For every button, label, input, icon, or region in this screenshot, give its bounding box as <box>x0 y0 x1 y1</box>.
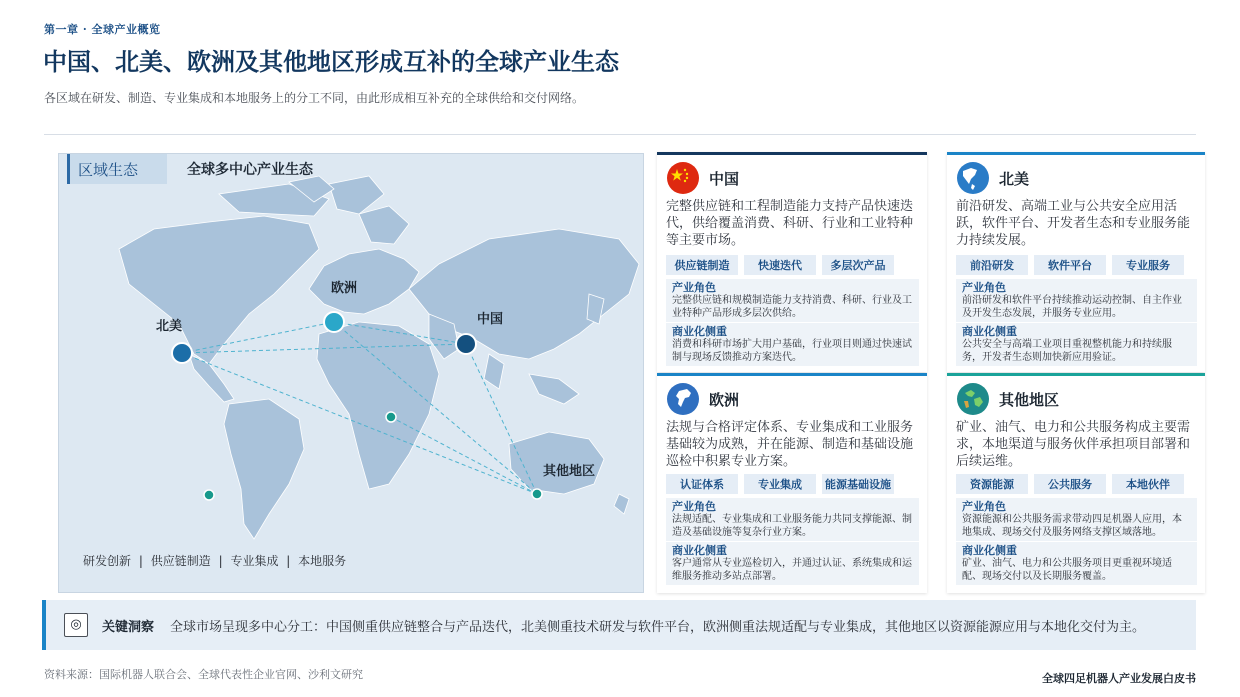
insight-label: 关键洞察 <box>102 620 155 635</box>
world-map <box>59 154 645 594</box>
card-title: 欧洲 <box>709 390 740 409</box>
tag: 资源能源 <box>956 474 1028 494</box>
card-title: 其他地区 <box>999 390 1060 409</box>
card-others <box>947 373 1205 593</box>
tag: 软件平台 <box>1034 255 1106 275</box>
tag-list <box>666 474 894 494</box>
commercial-box <box>956 323 1197 366</box>
card-description: 法规与合格评定体系、专业集成和工业服务基础较为成熟，并在能源、制造和基础设施巡检中积累专业方案。 <box>666 420 914 469</box>
tag: 多层次产品 <box>822 255 894 275</box>
legend-item: 本地服务 <box>298 554 347 568</box>
others-marker-south-america <box>204 490 214 500</box>
label-europe: 欧洲 <box>331 281 358 296</box>
card-description: 完整供应链和工程制造能力支持产品快速迭代，供给覆盖消费、科研、行业和工业特种等主要市场。 <box>666 199 914 248</box>
commercial-title: 商业化侧重 <box>672 325 727 338</box>
role-title: 产业角色 <box>962 281 1006 294</box>
page-title: 中国、北美、欧洲及其他地区形成互补的全球产业生态 <box>43 47 619 76</box>
tag-list <box>666 255 894 275</box>
china-marker <box>456 334 476 354</box>
role-text: 完整供应链和规模制造能力支持消费、科研、行业及工业特种产品形成多层次供给。 <box>672 295 912 319</box>
role-box <box>956 279 1197 322</box>
commercial-title: 商业化侧重 <box>672 544 727 557</box>
map-tag: 区域生态 <box>67 154 167 184</box>
role-title: 产业角色 <box>962 500 1006 513</box>
commercial-text: 消费和科研市场扩大用户基础，行业项目则通过快速试制与现场反馈推动方案迭代。 <box>672 339 912 363</box>
card-title: 中国 <box>709 169 740 188</box>
europe-marker <box>324 312 344 332</box>
world-map-panel <box>58 153 644 593</box>
commercial-box <box>956 542 1197 585</box>
role-box <box>666 498 919 541</box>
tag-list <box>956 255 1184 275</box>
commercial-text: 客户通常从专业巡检切入，并通过认证、系统集成和运维服务推动多站点部署。 <box>672 558 912 582</box>
card-description: 前沿研发、高端工业与公共安全应用活跃，软件平台、开发者生态和专业服务能力持续发展。 <box>956 199 1191 248</box>
tag: 本地伙伴 <box>1112 474 1184 494</box>
world-globe-icon <box>957 383 989 415</box>
legend-item: 供应链制造 <box>150 554 211 568</box>
legend-item: 研发创新 <box>83 554 132 568</box>
north-america-marker <box>172 343 192 363</box>
tag: 专业集成 <box>744 474 816 494</box>
card-europe <box>657 373 927 593</box>
others-marker-africa <box>386 412 396 422</box>
card-title: 北美 <box>999 169 1030 188</box>
role-text: 法规适配、专业集成和工业服务能力共同支撑能源、制造及基础设施等复杂行业方案。 <box>672 514 912 538</box>
label-china: 中国 <box>477 312 504 327</box>
europe-globe-icon <box>667 383 699 415</box>
tag: 快速迭代 <box>744 255 816 275</box>
role-title: 产业角色 <box>672 500 716 513</box>
map-heading: 全球多中心产业生态 <box>187 162 313 178</box>
chapter-label: 第一章 · 全球产业概览 <box>44 23 161 36</box>
role-text: 前沿研发和软件平台持续推动运动控制、自主作业及开发生态发展，并服务专业应用。 <box>962 295 1182 319</box>
insight-text: 全球市场呈现多中心分工：中国侧重供应链整合与产品迭代，北美侧重技术研发与软件平台，欧洲侧重法规适配与专业集成，其他地区以资源能源应用与本地化交付为主。 <box>170 620 1146 635</box>
divider <box>44 134 1196 135</box>
commercial-text: 公共安全与高端工业项目重视整机能力和持续服务，开发者生态则加快新应用验证。 <box>962 339 1172 363</box>
card-description: 矿业、油气、电力和公共服务构成主要需求，本地渠道与服务伙伴承担项目部署和后续运维。 <box>956 420 1191 469</box>
key-insight-bar <box>42 600 1196 650</box>
book-title: 全球四足机器人产业发展白皮书 <box>1042 672 1196 685</box>
others-marker-australia <box>532 489 542 499</box>
role-box <box>666 279 919 322</box>
map-legend: 研发创新 | 供应链制造 | 专业集成 | 本地服务 <box>83 554 347 568</box>
page-subtitle: 各区域在研发、制造、专业集成和本地服务上的分工不同，由此形成相互补充的全球供给和交付网络。 <box>44 91 585 105</box>
north-america-globe-icon <box>957 162 989 194</box>
role-text: 资源能源和公共服务需求带动四足机器人应用，本地集成、现场交付及服务网络支撑区域落地。 <box>962 514 1182 538</box>
commercial-title: 商业化侧重 <box>962 325 1017 338</box>
tag: 公共服务 <box>1034 474 1106 494</box>
role-box <box>956 498 1197 541</box>
target-icon: ◎ <box>64 613 88 637</box>
commercial-title: 商业化侧重 <box>962 544 1017 557</box>
source-note: 资料来源：国际机器人联合会、全球代表性企业官网、沙利文研究 <box>44 668 363 681</box>
tag: 供应链制造 <box>666 255 738 275</box>
tag: 专业服务 <box>1112 255 1184 275</box>
card-china <box>657 152 927 372</box>
commercial-box <box>666 542 919 585</box>
label-north-america: 北美 <box>156 319 183 334</box>
role-title: 产业角色 <box>672 281 716 294</box>
legend-item: 专业集成 <box>230 554 279 568</box>
commercial-box <box>666 323 919 366</box>
china-flag-icon <box>667 162 699 194</box>
card-north-america <box>947 152 1205 372</box>
tag: 能源基础设施 <box>822 474 894 494</box>
tag: 前沿研发 <box>956 255 1028 275</box>
tag-list <box>956 474 1184 494</box>
commercial-text: 矿业、油气、电力和公共服务项目更重视环境适配、现场交付以及长期服务覆盖。 <box>962 558 1172 582</box>
tag: 认证体系 <box>666 474 738 494</box>
label-others: 其他地区 <box>543 464 596 479</box>
